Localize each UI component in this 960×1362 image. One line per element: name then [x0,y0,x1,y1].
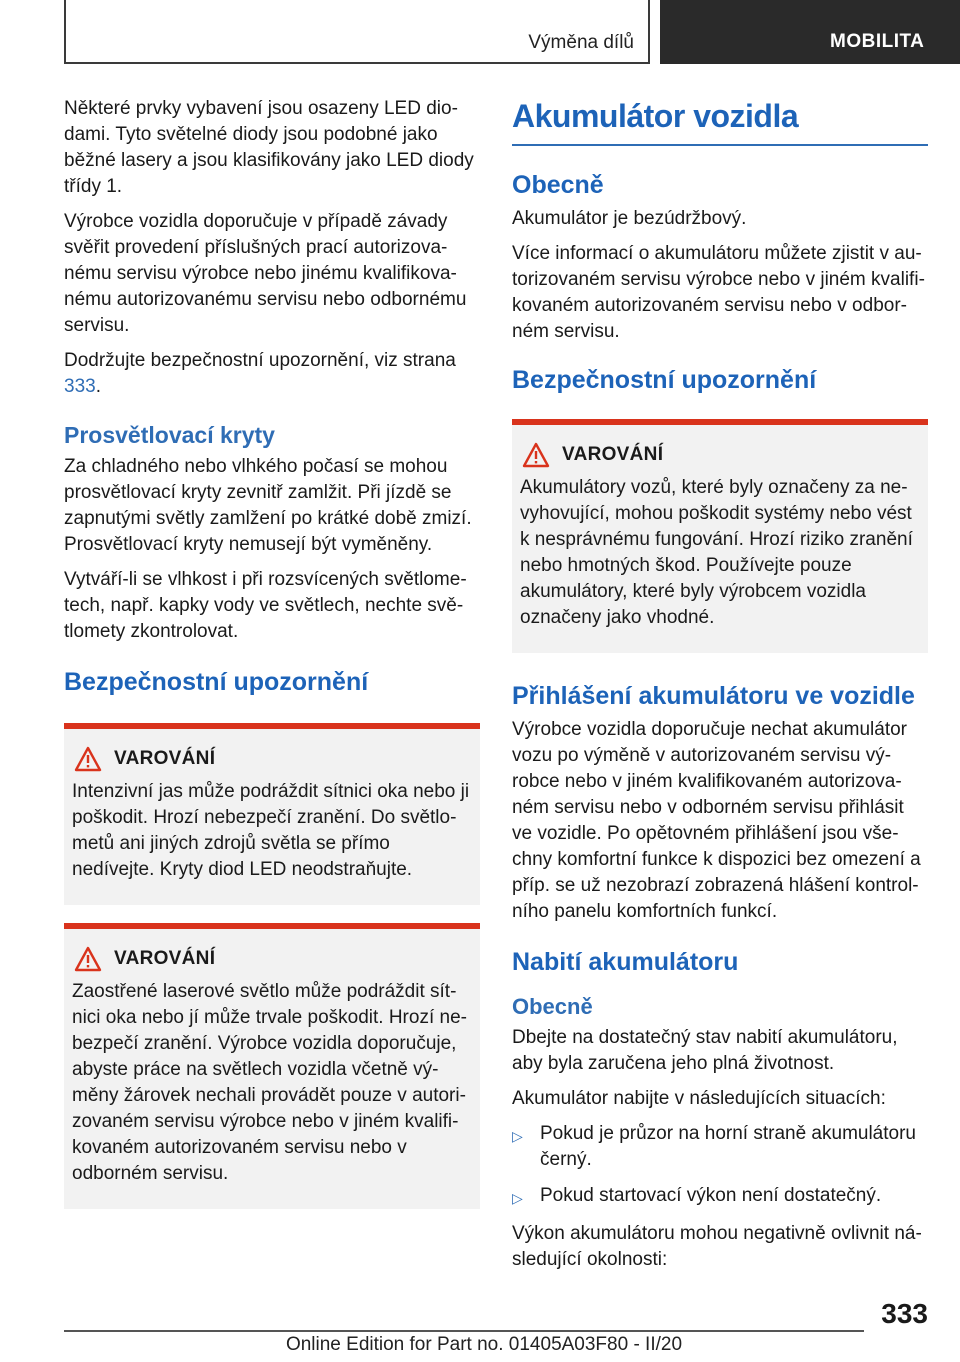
chapter-title: MOBILITA [660,0,960,64]
heading-safety-notes: Bezpečnostní upozornění [512,366,817,394]
page-number: 333 [881,1298,928,1329]
page-header [0,0,960,64]
warning-box-led [64,723,480,905]
charge-situations-list [512,1121,928,1211]
section-tab [64,0,650,64]
heading-general: Obecně [512,171,604,199]
warning-text: Zaostřené laserové světlo může podráždit sítnici oka nebo jí může trvale poškodit. Hrozí nebezpečí zranění. Výrobce vozidla doporučuje, abyste práce na světlech vozidla včetně výměny žárovek nechali provádět pouze v autorizovaném servisu výrobce nebo v jiném kvalifikovaném autorizovaném servisu nebo v odborném servisu. [72,981,467,1184]
paragraph-condensation: Za chladného nebo vlhkého počasí se mohou prosvětlovací kryty zevnitř zamlžit. Při jízdě se zapnutými světly zamlžení po krátké době zmizí. Prosvětlovací kryty nemusejí být vyměněny. [64,456,472,555]
subheading-general: Obecně [512,994,593,1019]
footer-divider [64,1330,864,1332]
paragraph-more-info: Více informací o akumulátoru můžete zjistit v autorizovaném servisu výrobce nebo v jiném kvalifikovaném autorizovaném servisu nebo v odborném servisu. [512,243,925,342]
paragraph-charge-state: Dbejte na dostatečný stav nabití akumulátoru, aby byla zaručena jeho plná životnost. [512,1027,898,1074]
page-link[interactable]: 333 [64,376,96,397]
section-title: Výměna dílů [528,32,634,53]
chapter-heading-battery: Akumulátor vozidla [512,96,928,146]
warning-box-laser [64,923,480,1209]
footer-edition: Online Edition for Part no. 01405A03F80 - II/20 [285,1334,683,1355]
right-column [512,96,928,1282]
warning-triangle-icon [74,946,102,972]
left-column [64,96,480,1219]
triangle-bullet-icon: ▷ [512,1190,523,1206]
heading-battery-charging: Nabití akumulátoru [512,948,739,976]
paragraph-recommendation: Výrobce vozidla doporučuje v případě závady svěřit provedení příslušných prací autorizovanému servisu výrobce nebo jinému kvalifikovanému autorizovanému servisu nebo odbornému servisu. [64,211,467,336]
heading-battery-registration: Přihlášení akumulátoru ve vozidle [512,682,915,710]
paragraph-registration: Výrobce vozidla doporučuje nechat akumulátor vozu po výměně v autorizovaném servisu výrobce nebo v jiném kvalifikovaném autorizovaném servisu nebo v odborném servisu přihlásit ve vozidle. Po opětovném přihlášení jsou všechny komfortní funkce k dispozici bez omezení a příp. se už nezobrazí zobrazená hlášení kontrolního panelu komfortních funkcí. [512,719,921,922]
warning-triangle-icon [522,442,550,468]
warning-title: VAROVÁNÍ [114,748,216,769]
list-item: ▷ Pokud startovací výkon není dostatečný. [512,1183,928,1211]
warning-box-battery [512,419,928,653]
triangle-bullet-icon: ▷ [512,1128,523,1144]
paragraph-charge-situations: Akumulátor nabijte v následujících situacích: [512,1088,886,1109]
paragraph-maintenance-free: Akumulátor je bezúdržbový. [512,208,747,229]
heading-light-covers: Prosvětlovací kryty [64,422,275,448]
paragraph-safety-reference: Dodržujte bezpečnostní upozornění, viz strana 333. [64,350,456,397]
warning-text: Intenzivní jas může podráždit sítnici oka nebo ji poškodit. Hrozí nebezpečí zranění. Do světlometů ani jiných zdrojů světla se přímo nedívejte. Kryty diod LED neodstraňujte. [72,781,470,880]
list-item: ▷ Pokud je průzor na horní straně akumulátoru černý. [512,1121,928,1173]
heading-safety-notes: Bezpečnostní upozornění [64,668,369,696]
paragraph-moisture: Vytváří-li se vlhkost i při rozsvícených světlometech, např. kapky vody ve světlech, nechte světlomety zkontrolovat. [64,569,467,642]
warning-title: VAROVÁNÍ [114,948,216,969]
paragraph-negative-factors: Výkon akumulátoru mohou negativně ovlivnit následující okolnosti: [512,1223,922,1270]
paragraph-led-intro: Některé prvky vybavení jsou osazeny LED diodami. Tyto světelné diody jsou podobné jako běžné lasery a jsou klasifikovány jako LED diody třídy 1. [64,98,474,197]
warning-title: VAROVÁNÍ [562,444,664,465]
warning-triangle-icon [74,746,102,772]
warning-text: Akumulátory vozů, které byly označeny za nevyhovující, mohou poškodit systémy nebo vést k nesprávnému fungování. Hrozí riziko zranění nebo hmotných škod. Používejte pouze akumulátory, které byly výrobcem vozidla označeny jako vhodné. [520,477,913,628]
